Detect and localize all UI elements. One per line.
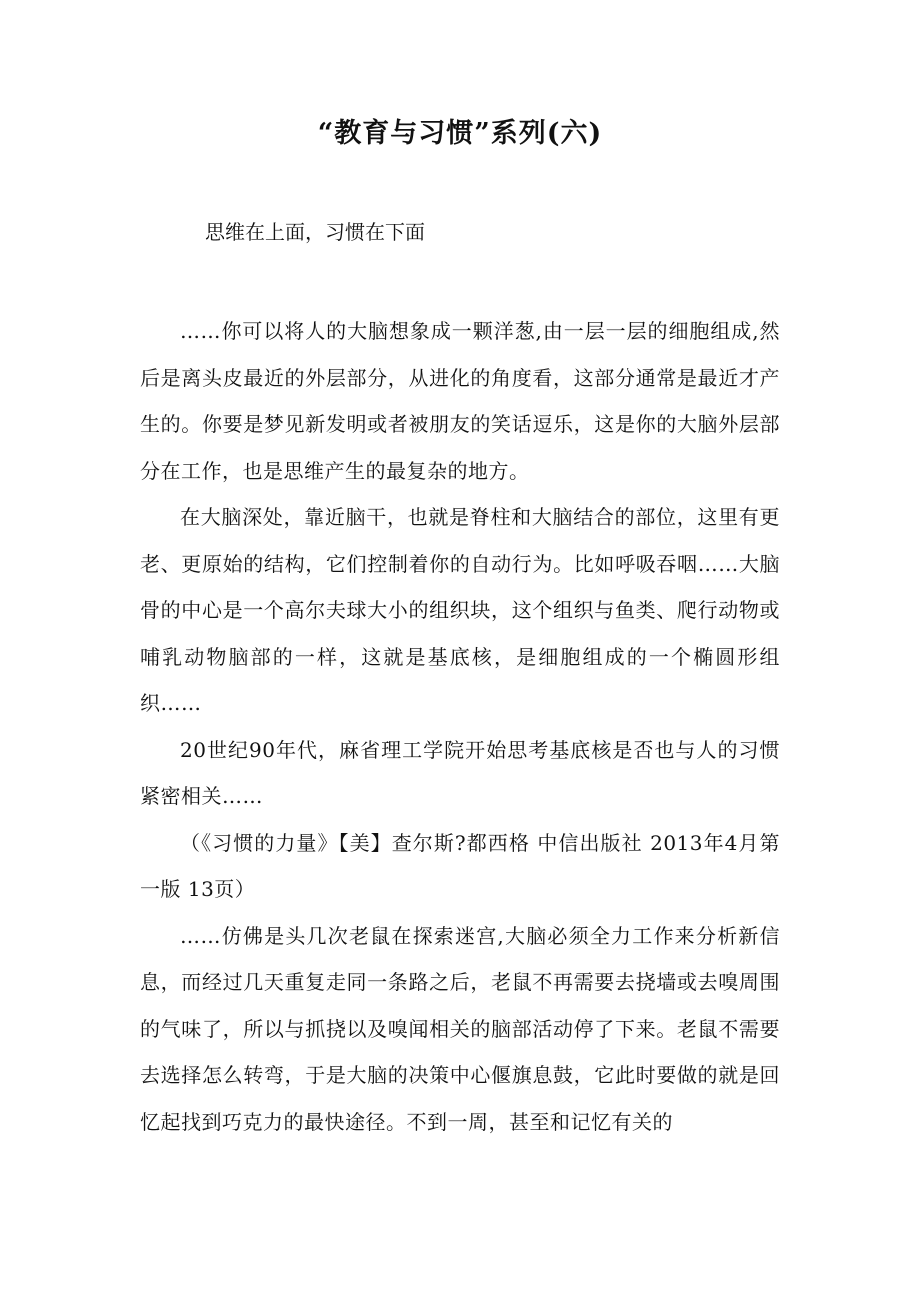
paragraph-basal-ganglia: 在大脑深处，靠近脑干，也就是脊柱和大脑结合的部位，这里有更老、更原始的结构，它们控制着你的自动行为。比如呼吸吞咽……大脑骨的中心是一个高尔夫球大小的组织块，这个组织与鱼类、爬行动物或哺乳动物脑部的一样，这就是基底核，是细胞组成的一个椭圆形组织…… xyxy=(140,505,780,715)
document-subtitle: 思维在上面，习惯在下面 xyxy=(205,220,425,244)
document-title: “教育与习惯”系列(六) xyxy=(317,118,603,149)
document-body xyxy=(140,308,780,1145)
paragraph-citation: （《习惯的力量》【美】查尔斯?都西格 中信出版社 2013年4月第一版 13页） xyxy=(140,830,780,901)
paragraph-onion-analogy: ……你可以将人的大脑想象成一颗洋葱,由一层一层的细胞组成,然后是离头皮最近的外层部分，从进化的角度看，这部分通常是最近才产生的。你要是梦见新发明或者被朋友的笑话逗乐，这是你的大脑外层部分在工作，也是思维产生的最复杂的地方。 xyxy=(140,319,780,483)
paragraph-rat-maze: ……仿佛是头几次老鼠在探索迷宫,大脑必须全力工作来分析新信息，而经过几天重复走同一条路之后，老鼠不再需要去挠墙或去嗅周围的气味了，所以与抓挠以及嗅闻相关的脑部活动停了下来。老鼠不需要去选择怎么转弯，于是大脑的决策中心偃旗息鼓，它此时要做的就是回忆起找到巧克力的最快途径。不到一周，甚至和记忆有关的 xyxy=(140,923,780,1134)
paragraph-mit-research: 20世纪90年代，麻省理工学院开始思考基底核是否也与人的习惯紧密相关…… xyxy=(140,737,780,808)
